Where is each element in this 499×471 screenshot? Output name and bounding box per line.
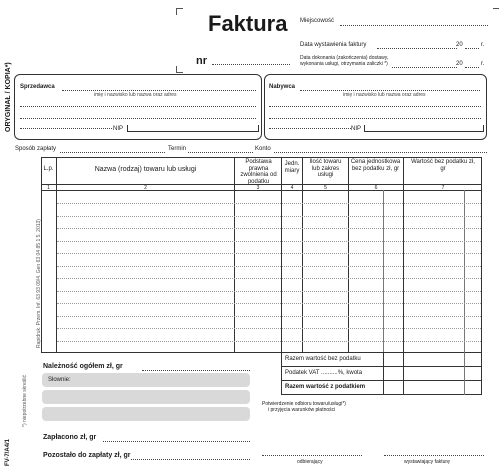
due-total-field[interactable] xyxy=(142,370,250,371)
confirmation-line-1: Potwierdzenie odbioru towaru/usługi*) xyxy=(262,401,346,407)
payment-method-label: Sposób zapłaty xyxy=(15,146,57,152)
seller-name-line-4[interactable] xyxy=(20,128,112,129)
seller-nip-label: NIP xyxy=(113,126,124,132)
side-footnote: *) niepotrzebne skreślić xyxy=(22,375,28,427)
payment-method-field[interactable] xyxy=(60,152,165,153)
seller-hint: imię i nazwisko lub nazwa oraz adres xyxy=(94,92,177,98)
table-row[interactable] xyxy=(57,278,481,279)
delivery-year-suffix: r. xyxy=(481,61,485,67)
issue-date-field[interactable] xyxy=(377,48,457,49)
totals-col-divider xyxy=(464,352,465,395)
payment-account-field[interactable] xyxy=(274,152,487,153)
table-row[interactable] xyxy=(57,228,481,229)
seller-name-line-2[interactable] xyxy=(20,106,256,107)
gross-total-label: Razem wartość z podatkiem xyxy=(285,384,366,390)
buyer-name-line-3[interactable] xyxy=(269,118,481,119)
col-unit-price-header: Cena jednostkowa bez podatku zł, gr xyxy=(350,159,401,172)
receiver-signature-line[interactable] xyxy=(262,455,362,456)
form-code: FV-7/A4/1 xyxy=(5,438,11,466)
totals-col-divider xyxy=(383,352,384,395)
col-number: 7 xyxy=(441,185,445,191)
invoice-number-label: nr xyxy=(196,55,207,67)
table-row[interactable] xyxy=(57,316,481,317)
issue-year-label: 20 xyxy=(456,42,463,48)
receiver-signature-label: odbierający xyxy=(297,459,323,465)
table-row[interactable] xyxy=(57,241,481,242)
issue-date-label: Data wystawienia faktury xyxy=(300,42,367,48)
table-row[interactable] xyxy=(57,328,481,329)
table-row[interactable] xyxy=(57,216,481,217)
seller-name-line-3[interactable] xyxy=(20,118,256,119)
totals-divider xyxy=(281,380,482,381)
catalog-note: Rapidruk. Przem. Inf. 63 93 09/4. Gen 63 04 85 1 5. 2013) xyxy=(36,219,42,348)
place-field[interactable] xyxy=(340,25,488,26)
corner-mark xyxy=(493,8,499,15)
issuer-signature-label: wystawiający fakturę xyxy=(404,459,450,465)
issuer-signature-line[interactable] xyxy=(384,455,484,456)
copy-label: ORYGINAŁ / KOPIA*) xyxy=(5,62,12,132)
paid-field[interactable] xyxy=(103,441,250,442)
buyer-nip-field[interactable] xyxy=(364,125,484,132)
delivery-year-field[interactable] xyxy=(465,67,479,68)
place-label: Miejscowość xyxy=(300,18,335,24)
table-row[interactable] xyxy=(57,253,481,254)
amount-in-words-field-2[interactable] xyxy=(42,390,250,404)
col-number: 2 xyxy=(144,185,147,191)
col-unit-header: Jedn. miary xyxy=(284,161,300,174)
buyer-name-line-4[interactable] xyxy=(269,128,351,129)
totals-divider xyxy=(281,366,482,367)
col-number: 3 xyxy=(256,185,260,191)
col-quantity-header: Ilość towaru lub zakres usługi xyxy=(309,159,342,178)
delivery-year-label: 20 xyxy=(456,61,463,67)
payment-account-label: Konto xyxy=(255,146,271,152)
col-legal-basis-header: Podstawa prawna zwolnienia od podatku xyxy=(240,159,277,185)
paid-label: Zapłacono zł, gr xyxy=(43,434,97,441)
amount-in-words-field[interactable] xyxy=(42,373,250,387)
payment-term-label: Termin xyxy=(168,146,187,152)
issue-year-field[interactable] xyxy=(465,48,479,49)
buyer-label: Nabywca xyxy=(269,84,296,90)
buyer-name-line-2[interactable] xyxy=(269,106,481,107)
col-number: 6 xyxy=(374,185,378,191)
invoice-number-line[interactable] xyxy=(212,64,290,65)
col-name-header: Nazwa (rodzaj) towaru lub usługi xyxy=(94,166,197,173)
corner-mark xyxy=(176,66,183,73)
table-row[interactable] xyxy=(57,303,481,304)
remaining-label: Pozostało do zapłaty zł, gr xyxy=(43,452,131,459)
amount-in-words-field-3[interactable] xyxy=(42,407,250,421)
table-row[interactable] xyxy=(57,266,481,267)
remaining-field[interactable] xyxy=(131,459,250,460)
net-total-label: Razem wartość bez podatku xyxy=(285,356,361,362)
buyer-nip-label: NIP xyxy=(351,126,362,132)
corner-mark xyxy=(176,8,183,15)
confirmation-line-2: i przyjęcia warunków płatności xyxy=(268,407,336,413)
col-net-value-header: Wartość bez podatku zł, gr xyxy=(411,159,475,172)
col-number: 4 xyxy=(290,185,294,191)
issue-year-suffix: r. xyxy=(481,42,485,48)
buyer-name-line-1[interactable] xyxy=(300,90,480,91)
seller-name-line-1[interactable] xyxy=(62,90,256,91)
totals-col-divider xyxy=(403,352,404,395)
seller-nip-field[interactable] xyxy=(127,125,259,132)
table-row[interactable] xyxy=(57,291,481,292)
table-row[interactable] xyxy=(57,341,481,342)
payment-term-field[interactable] xyxy=(188,152,253,153)
delivery-date-label-2: wykonania usługi, otrzymania zaliczki *) xyxy=(300,61,388,67)
col-lp-header: L.p. xyxy=(43,166,54,172)
delivery-date-label-1: Data dokonania (zakończenia) dostawy, xyxy=(300,55,389,61)
buyer-hint: imię i nazwisko lub nazwa oraz adres xyxy=(343,92,426,98)
delivery-date-field[interactable] xyxy=(392,67,457,68)
seller-label: Sprzedawca xyxy=(20,84,55,90)
table-row[interactable] xyxy=(57,203,481,204)
due-total-label: Należność ogółem zł, gr xyxy=(43,363,123,370)
col-number: 1 xyxy=(47,185,50,191)
amount-in-words-label: Słownie: xyxy=(48,377,71,383)
invoice-title: Faktura xyxy=(208,11,288,36)
vat-label: Podatek VAT ..........%, kwota xyxy=(285,370,363,376)
col-number: 5 xyxy=(324,185,327,191)
